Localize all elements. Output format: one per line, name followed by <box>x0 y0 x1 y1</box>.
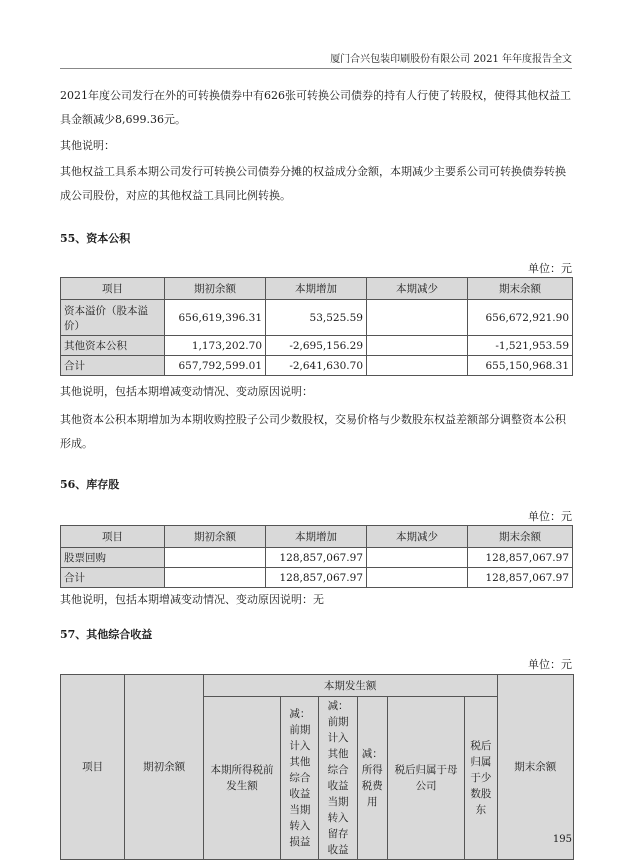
cell-closing: 656,672,921.90 <box>468 300 573 336</box>
cell-increase: 128,857,067.97 <box>266 568 367 588</box>
col-decrease: 本期减少 <box>367 526 468 548</box>
col-less-income-tax: 减：所得税费用 <box>357 697 387 860</box>
cell-increase: 53,525.59 <box>266 300 367 336</box>
intro-paragraph-2: 其他权益工具系本期公司发行可转换公司债券分摊的权益成分金额，本期减少主要系公司可转换债券转换成公司股份，对应的其他权益工具同比例转换。 <box>60 165 566 202</box>
section-55-title: 55、资本公积 <box>60 232 131 245</box>
section-56-title: 56、库存股 <box>60 478 120 491</box>
table-row <box>61 568 573 588</box>
cell-closing: 128,857,067.97 <box>468 568 573 588</box>
table-header-row <box>61 675 574 697</box>
col-period-amount: 本期发生额 <box>203 675 497 697</box>
cell-decrease <box>367 568 468 588</box>
section-56-note: 其他说明，包括本期增减变动情况、变动原因说明：无 <box>60 593 324 606</box>
col-closing: 期末余额 <box>497 675 573 860</box>
table-row <box>61 356 573 376</box>
table-row <box>61 548 573 568</box>
cell-closing: 128,857,067.97 <box>468 548 573 568</box>
section-55-unit: 单位：元 <box>528 262 572 275</box>
other-comprehensive-income-table <box>60 674 574 860</box>
table-row <box>61 300 573 336</box>
table-row <box>61 336 573 356</box>
cell-opening: 657,792,599.01 <box>165 356 266 376</box>
section-57-unit: 单位：元 <box>528 658 572 671</box>
col-item: 项目 <box>61 675 125 860</box>
cell-increase: -2,641,630.70 <box>266 356 367 376</box>
cell-opening <box>165 568 266 588</box>
row-label: 其他资本公积 <box>61 336 165 356</box>
cell-increase: -2,695,156.29 <box>266 336 367 356</box>
cell-decrease <box>367 548 468 568</box>
row-label: 合计 <box>61 356 165 376</box>
cell-decrease <box>367 356 468 376</box>
capital-reserve-table <box>60 277 573 376</box>
col-less-to-profit-loss: 减：前期计入其他综合收益当期转入损益 <box>281 697 319 860</box>
row-label: 合计 <box>61 568 165 588</box>
row-label: 股票回购 <box>61 548 165 568</box>
cell-closing: -1,521,953.59 <box>468 336 573 356</box>
col-decrease: 本期减少 <box>367 278 468 300</box>
treasury-stock-table <box>60 525 573 588</box>
intro-paragraph-1: 2021年度公司发行在外的可转换债券中有626张可转换公司债券的持有人行使了转股权，使得其他权益工具金额减少8,699.36元。 <box>60 89 571 126</box>
col-closing: 期末余额 <box>468 278 573 300</box>
cell-opening: 656,619,396.31 <box>165 300 266 336</box>
cell-decrease <box>367 336 468 356</box>
table-header-row <box>61 526 573 548</box>
section-57-title: 57、其他综合收益 <box>60 628 153 641</box>
col-after-tax-parent: 税后归属于母公司 <box>387 697 464 860</box>
cell-increase: 128,857,067.97 <box>266 548 367 568</box>
col-increase: 本期增加 <box>266 278 367 300</box>
table-header-row <box>61 278 573 300</box>
cell-decrease <box>367 300 468 336</box>
col-opening: 期初余额 <box>165 278 266 300</box>
cell-opening: 1,173,202.70 <box>165 336 266 356</box>
cell-opening <box>165 548 266 568</box>
col-item: 项目 <box>61 278 165 300</box>
row-label: 资本溢价（股本溢价） <box>61 300 165 336</box>
col-less-to-retained-earnings: 减：前期计入其他综合收益当期转入留存收益 <box>319 697 357 860</box>
section-56-unit: 单位：元 <box>528 510 572 523</box>
col-after-tax-minority: 税后归属于少数股东 <box>465 697 497 860</box>
cell-closing: 655,150,968.31 <box>468 356 573 376</box>
page-number: 195 <box>552 834 572 845</box>
section-55-explanation: 其他资本公积本期增加为本期收购控股子公司少数股权，交易价格与少数股东权益差额部分调整资本公积形成。 <box>60 413 566 450</box>
col-opening: 期初余额 <box>165 526 266 548</box>
page-header: 厦门合兴包装印刷股份有限公司 2021 年年度报告全文 <box>60 50 572 69</box>
col-item: 项目 <box>61 526 165 548</box>
col-increase: 本期增加 <box>266 526 367 548</box>
col-pretax-amount: 本期所得税前发生额 <box>203 697 280 860</box>
section-55-note: 其他说明，包括本期增减变动情况、变动原因说明： <box>60 385 313 398</box>
col-opening: 期初余额 <box>125 675 203 860</box>
other-notes-label: 其他说明： <box>60 139 115 152</box>
col-closing: 期末余额 <box>468 526 573 548</box>
